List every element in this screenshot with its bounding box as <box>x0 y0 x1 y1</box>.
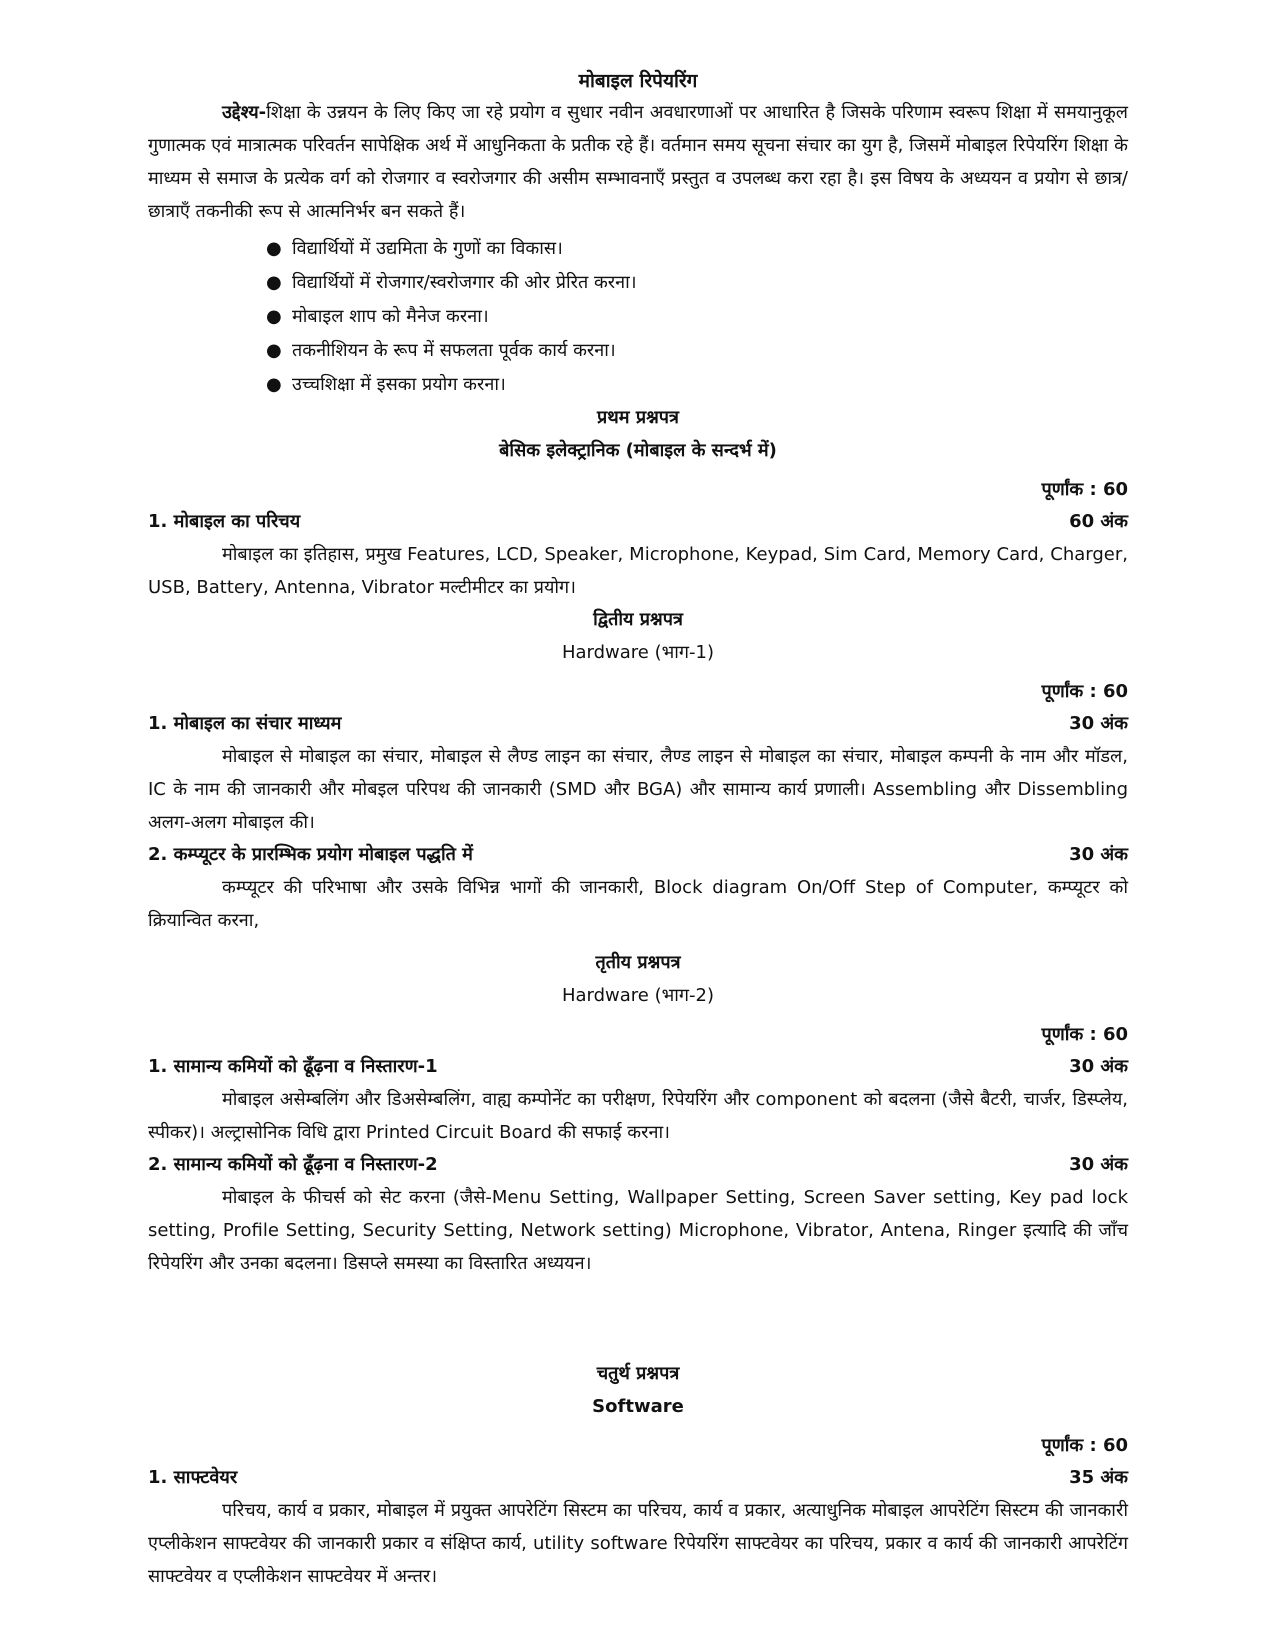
unit-title: 2. सामान्य कमियों को ढूँढ़ना व निस्तारण-2 <box>148 1154 438 1175</box>
paper1-max-marks: पूर्णांक : 60 <box>1041 479 1128 500</box>
bullet-icon: ● <box>266 272 282 293</box>
list-item: ● विद्यार्थियों में रोजगार/स्वरोजगार की ओर प्रेरित करना। <box>266 266 1128 300</box>
paper3-heading: तृतीय प्रश्नपत्र <box>595 952 681 973</box>
unit-marks: 30 अंक <box>1069 1154 1128 1175</box>
bullet-icon: ● <box>266 374 282 395</box>
paper4-unit1-header <box>148 1462 1128 1494</box>
paper3-max-marks: पूर्णांक : 60 <box>1041 1024 1128 1045</box>
bullet-icon: ● <box>266 306 282 327</box>
paper2-max-marks: पूर्णांक : 60 <box>1041 681 1128 702</box>
paper3-unit1-header <box>148 1051 1128 1083</box>
unit-marks: 30 अंक <box>1069 844 1128 865</box>
list-item: ● मोबाइल शाप को मैनेज करना। <box>266 300 1128 334</box>
unit-title: 1. साफ्टवेयर <box>148 1467 238 1488</box>
unit-marks: 30 अंक <box>1069 713 1128 734</box>
paper4-heading: चतुर्थ प्रश्नपत्र <box>596 1363 680 1384</box>
section-gap <box>148 1280 1128 1358</box>
list-item: ● विद्यार्थियों में उद्यमिता के गुणों का विकास। <box>266 232 1128 266</box>
paper3-unit2-header <box>148 1149 1128 1181</box>
list-item: ● उच्चशिक्षा में इसका प्रयोग करना। <box>266 368 1128 402</box>
page-title: मोबाइल रिपेयरिंग <box>578 70 698 92</box>
list-item: ● तकनीशियन के रूप में सफलता पूर्वक कार्य करना। <box>266 334 1128 368</box>
unit-title: 1. मोबाइल का परिचय <box>148 511 301 532</box>
unit-title: 1. मोबाइल का संचार माध्यम <box>148 713 342 734</box>
paper4-unit1-text: परिचय, कार्य व प्रकार, मोबाइल में प्रयुक्त आपरेटिंग सिस्टम का परिचय, कार्य व प्रकार, अत्याधुनिक मोबाइल आपरेटिंग सिस्टम की जानकारी एप्लीकेशन साफ्टवेयर की जानकारी प्रकार व संक्षिप्त कार्य, utility software रिपेयरिंग साफ्टवेयर का परिचय, प्रकार व कार्य की जानकारी आपरेटिंग साफ्टवेयर व एप्लीकेशन साफ्टवेयर में अन्तर। <box>148 1500 1128 1587</box>
paper4-max-marks: पूर्णांक : 60 <box>1041 1435 1128 1456</box>
paper1-unit1-text: मोबाइल का इतिहास, प्रमुख Features, LCD, Speaker, Microphone, Keypad, Sim Card, Memory Card, Charger, USB, Battery, Antenna, Vibrator मल्टीमीटर का प्रयोग। <box>148 544 1128 598</box>
paper2-unit1-header <box>148 708 1128 740</box>
unit-title: 1. सामान्य कमियों को ढूँढ़ना व निस्तारण-1 <box>148 1056 438 1077</box>
paper1-heading: प्रथम प्रश्नपत्र <box>597 407 679 428</box>
paper1-unit1-header <box>148 506 1128 538</box>
bullet-icon: ● <box>266 340 282 361</box>
objective-paragraph <box>148 96 1128 228</box>
paper2-unit1-text: मोबाइल से मोबाइल का संचार, मोबाइल से लैण्ड लाइन का संचार, लैण्ड लाइन से मोबाइल का संचार, मोबाइल कम्पनी के नाम और मॉडल, IC के नाम की जानकारी और मोबइल परिपथ की जानकारी (SMD और BGA) और सामान्य कार्य प्रणाली। Assembling और Dissembling अलग-अलग मोबाइल की। <box>148 746 1128 833</box>
unit-marks: 30 अंक <box>1069 1056 1128 1077</box>
objective-label: उद्देश्य- <box>222 102 267 123</box>
paper2-unit2-text: कम्प्यूटर की परिभाषा और उसके विभिन्न भागों की जानकारी, Block diagram On/Off Step of Computer, कम्प्यूटर को क्रियान्वित करना, <box>148 877 1128 931</box>
paper1-subtitle: बेसिक इलेक्ट्रानिक (मोबाइल के सन्दर्भ में) <box>499 440 777 461</box>
objectives-list <box>148 232 1128 402</box>
syllabus-page <box>148 66 1128 1593</box>
paper3-subtitle: Hardware (भाग-2) <box>561 985 715 1006</box>
unit-marks: 60 अंक <box>1069 511 1128 532</box>
objective-text: शिक्षा के उन्नयन के लिए किए जा रहे प्रयोग व सुधार नवीन अवधारणाओं पर आधारित है जिसके परिणाम स्वरूप शिक्षा में समयानुकूल गुणात्मक एवं मात्रात्मक परिवर्तन सापेक्षिक अर्थ में आधुनिकता के प्रतीक रहे हैं। वर्तमान समय सूचना संचार का युग है, जिसमें मोबाइल रिपेयरिंग शिक्षा के माध्यम से समाज के प्रत्येक वर्ग को रोजगार व स्वरोजगार की असीम सम्भावनाएँ प्रस्तुत व उपलब्ध करा रहा है। इस विषय के अध्ययन व प्रयोग से छात्र/छात्राएँ तकनीकी रूप से आत्मनिर्भर बन सकते हैं। <box>148 102 1128 222</box>
paper3-unit2-text: मोबाइल के फीचर्स को सेट करना (जैसे-Menu Setting, Wallpaper Setting, Screen Saver setting, Key pad lock setting, Profile Setting, Security Setting, Network setting) Microphone, Vibrator, Antena, Ringer इत्यादि की जाँच रिपेयरिंग और उनका बदलना। डिसप्ले समस्या का विस्तारित अध्ययन। <box>148 1187 1128 1274</box>
paper2-unit2-header <box>148 839 1128 871</box>
paper2-heading: द्वितीय प्रश्नपत्र <box>593 609 683 630</box>
paper4-subtitle: Software <box>592 1396 684 1417</box>
bullet-icon: ● <box>266 238 282 259</box>
paper3-unit1-text: मोबाइल असेम्बलिंग और डिअसेम्बलिंग, वाह्य कम्पोनेंट का परीक्षण, रिपेयरिंग और component को बदलना (जैसे बैटरी, चार्जर, डिस्प्लेय, स्पीकर)। अल्ट्रासोनिक विधि द्वारा Printed Circuit Board की सफाई करना। <box>148 1089 1128 1143</box>
unit-marks: 35 अंक <box>1069 1467 1128 1488</box>
paper2-subtitle: Hardware (भाग-1) <box>561 642 715 663</box>
unit-title: 2. कम्प्यूटर के प्रारम्भिक प्रयोग मोबाइल पद्धति में <box>148 844 473 865</box>
